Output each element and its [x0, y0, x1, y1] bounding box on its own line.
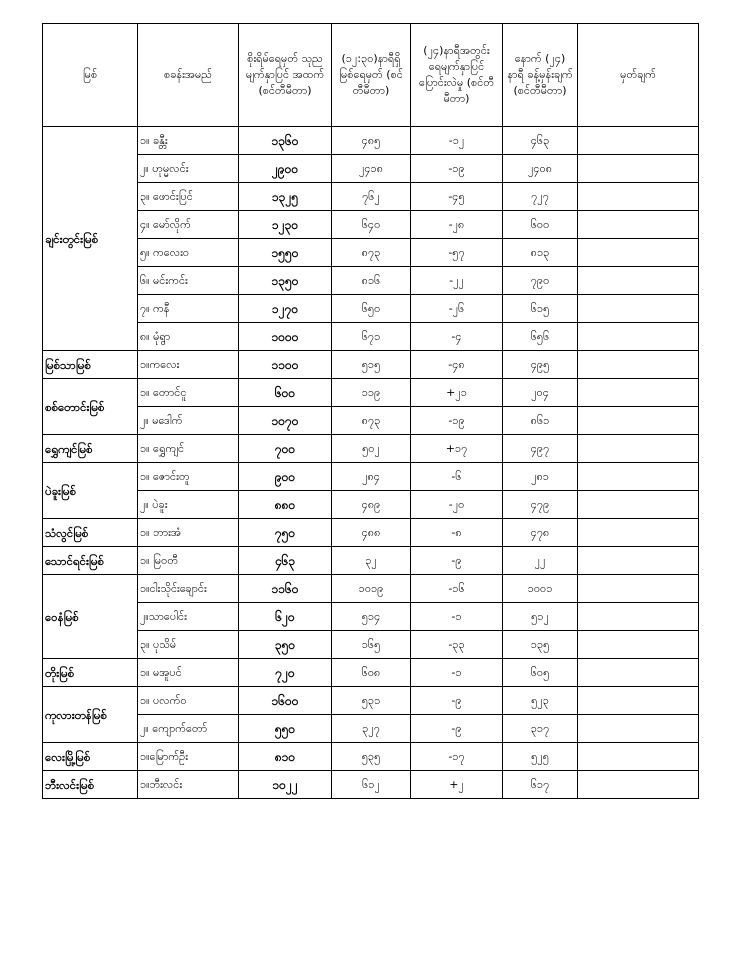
table-row [43, 211, 699, 239]
station-name: ၂။ ပဲခူး [138, 491, 239, 519]
station-name: ၂။ ကျောက်တော် [138, 715, 239, 743]
river-name: လေးမြို့မြစ် [43, 743, 138, 771]
header-remark: မှတ်ချက် [578, 24, 699, 127]
remark-cell [578, 771, 699, 799]
remark-cell [578, 239, 699, 267]
river-name: ဘီးလင်းမြစ် [43, 771, 138, 799]
table-row [43, 183, 699, 211]
observed-level: ၃၂၇ [332, 715, 411, 743]
table-row [43, 295, 699, 323]
remark-cell [578, 547, 699, 575]
table-row [43, 659, 699, 687]
forecast-level: ၄၆၃ [503, 127, 578, 155]
observed-level: ၈၇၃ [332, 239, 411, 267]
station-name: ၁။ ပလက်ဝ [138, 687, 239, 715]
table-row [43, 463, 699, 491]
danger-level: ၂၉၀၀ [239, 155, 332, 183]
forecast-level: ၂၈၁ [503, 463, 578, 491]
remark-cell [578, 575, 699, 603]
station-name: ၅။ ကလေးဝ [138, 239, 239, 267]
station-name: ၆။ မင်းကင်း [138, 267, 239, 295]
danger-level: ၉၀၀ [239, 463, 332, 491]
station-name: ၂။သာပေါင်း [138, 603, 239, 631]
level-change: -၁၉ [411, 155, 503, 183]
header-river: မြစ် [43, 24, 138, 127]
level-change: -၁၉ [411, 407, 503, 435]
table-row [43, 127, 699, 155]
table-row [43, 519, 699, 547]
danger-level: ၁၆၀၀ [239, 687, 332, 715]
remark-cell [578, 519, 699, 547]
forecast-level: ၆၅၆ [503, 323, 578, 351]
header-station: စခန်းအမည် [138, 24, 239, 127]
observed-level: ၈၇၃ [332, 407, 411, 435]
table-body [43, 127, 699, 799]
danger-level: ၁၃၆၀ [239, 127, 332, 155]
level-change: -၂၈ [411, 211, 503, 239]
danger-level: ၁၀၂၂ [239, 771, 332, 799]
table-row [43, 631, 699, 659]
observed-level: ၅၁၅ [332, 351, 411, 379]
forecast-level: ၁၃၅ [503, 631, 578, 659]
forecast-level: ၄၉၇ [503, 435, 578, 463]
forecast-level: ၃၁၇ [503, 715, 578, 743]
remark-cell [578, 659, 699, 687]
station-name: ၇။ ကနီ [138, 295, 239, 323]
observed-level: ၆၄၀ [332, 211, 411, 239]
observed-level: ၁၀၁၉ [332, 575, 411, 603]
forecast-level: ၅၂၃ [503, 687, 578, 715]
level-change: -၄၈ [411, 351, 503, 379]
observed-level: ၆၅၀ [332, 295, 411, 323]
station-name: ၁။ကလေး [138, 351, 239, 379]
observed-level: ၅၀၂ [332, 435, 411, 463]
remark-cell [578, 603, 699, 631]
level-change: -၉ [411, 547, 503, 575]
danger-level: ၈၁၀ [239, 743, 332, 771]
station-name: ၁။ မြဝတီ [138, 547, 239, 575]
remark-cell [578, 351, 699, 379]
river-name: မြစ်သာမြစ် [43, 351, 138, 379]
station-name: ၁။ဘီးလင်း [138, 771, 239, 799]
table-row [43, 603, 699, 631]
river-name: သောင်ရင်းမြစ် [43, 547, 138, 575]
forecast-level: ၄၇၈ [503, 519, 578, 547]
table-row [43, 351, 699, 379]
table-row [43, 547, 699, 575]
observed-level: ၇၆၂ [332, 183, 411, 211]
station-name: ၁။ ဇောင်းတူ [138, 463, 239, 491]
level-change: +၂၁ [411, 379, 503, 407]
header-danger-level: စိုးရိမ်ရေမှတ် သုညမျက်နှာပြင် အထက် (စင်တီမီတာ) [239, 24, 332, 127]
observed-level: ၆၁၂ [332, 771, 411, 799]
table-row [43, 155, 699, 183]
river-name: စစ်တောင်းမြစ် [43, 379, 138, 435]
table-row [43, 407, 699, 435]
level-change: -၈ [411, 519, 503, 547]
table-row [43, 743, 699, 771]
table-row [43, 323, 699, 351]
danger-level: ၆၂၀ [239, 603, 332, 631]
table-row [43, 575, 699, 603]
remark-cell [578, 379, 699, 407]
forecast-level: ၆၁၇ [503, 771, 578, 799]
station-name: ၁။ တောင်ငူ [138, 379, 239, 407]
river-name: ဝေနံမြစ် [43, 575, 138, 659]
station-name: ၁။ ရွှေကျင် [138, 435, 239, 463]
forecast-level: ၁၀၀၁ [503, 575, 578, 603]
remark-cell [578, 127, 699, 155]
danger-level: ၁၀၇၀ [239, 407, 332, 435]
observed-level: ၈၁၆ [332, 267, 411, 295]
station-name: ၂။ မဒေါက် [138, 407, 239, 435]
remark-cell [578, 687, 699, 715]
header-row [43, 24, 699, 127]
level-change: -၂၀ [411, 491, 503, 519]
danger-level: ၈၈၀ [239, 491, 332, 519]
river-name: သံလွင်မြစ် [43, 519, 138, 547]
observed-level: ၂၈၄ [332, 463, 411, 491]
forecast-level: ၆၀၅ [503, 659, 578, 687]
danger-level: ၆၀၀ [239, 379, 332, 407]
observed-level: ၅၃၁ [332, 687, 411, 715]
remark-cell [578, 407, 699, 435]
danger-level: ၁၀၀၀ [239, 323, 332, 351]
table-row [43, 267, 699, 295]
danger-level: ၁၅၅၀ [239, 239, 332, 267]
station-name: ၄။ မော်လိုက် [138, 211, 239, 239]
danger-level: ၁၃၂၅ [239, 183, 332, 211]
forecast-level: ၆၁၅ [503, 295, 578, 323]
danger-level: ၅၅၀ [239, 715, 332, 743]
remark-cell [578, 715, 699, 743]
river-name: တိုးမြစ် [43, 659, 138, 687]
level-change: -၁၆ [411, 575, 503, 603]
level-change: +၁၇ [411, 435, 503, 463]
level-change: -၃၃ [411, 631, 503, 659]
table-row [43, 379, 699, 407]
observed-level: ၆၀၈ [332, 659, 411, 687]
danger-level: ၁၁၆၀ [239, 575, 332, 603]
observed-level: ၄၈၈ [332, 519, 411, 547]
observed-level: ၄၈၉ [332, 491, 411, 519]
forecast-level: ၂၂ [503, 547, 578, 575]
forecast-level: ၄၉၅ [503, 351, 578, 379]
danger-level: ၁၃၅၀ [239, 267, 332, 295]
forecast-level: ၅၂၅ [503, 743, 578, 771]
observed-level: ၃၂ [332, 547, 411, 575]
station-name: ၁။ငါးသိုင်းချောင်း [138, 575, 239, 603]
level-change: -၄ [411, 323, 503, 351]
observed-level: ၆၇၁ [332, 323, 411, 351]
river-name: ပဲခူးမြစ် [43, 463, 138, 519]
observed-level: ၅၁၄ [332, 603, 411, 631]
remark-cell [578, 463, 699, 491]
remark-cell [578, 295, 699, 323]
remark-cell [578, 211, 699, 239]
remark-cell [578, 323, 699, 351]
danger-level: ၇၀၀ [239, 435, 332, 463]
danger-level: ၁၁၀၀ [239, 351, 332, 379]
station-name: ၂။ ဟုမ္မလင်း [138, 155, 239, 183]
level-change: -၅၇ [411, 239, 503, 267]
forecast-level: ၅၁၂ [503, 603, 578, 631]
level-change: -၁ [411, 659, 503, 687]
level-change: -၂၆ [411, 295, 503, 323]
danger-level: ၁၂၇၀ [239, 295, 332, 323]
observed-level: ၄၈၅ [332, 127, 411, 155]
level-change: -၁၇ [411, 743, 503, 771]
danger-level: ၄၆၃ [239, 547, 332, 575]
observed-level: ၅၃၅ [332, 743, 411, 771]
table-row [43, 239, 699, 267]
level-change: -၉ [411, 687, 503, 715]
table-row [43, 687, 699, 715]
forecast-level: ၂၄၀၈ [503, 155, 578, 183]
level-change: -၄၅ [411, 183, 503, 211]
danger-level: ၇၂၀ [239, 659, 332, 687]
level-change: -၆ [411, 463, 503, 491]
danger-level: ၇၅၀ [239, 519, 332, 547]
river-name: ရွှေကျင်မြစ် [43, 435, 138, 463]
station-name: ၃။ ဖောင်းပြင် [138, 183, 239, 211]
river-name: ကုလားတန်မြစ် [43, 687, 138, 743]
remark-cell [578, 267, 699, 295]
forecast-level: ၇၂၇ [503, 183, 578, 211]
station-name: ၁။ ဘားအံ [138, 519, 239, 547]
observed-level: ၂၄၁၈ [332, 155, 411, 183]
danger-level: ၃၅၀ [239, 631, 332, 659]
level-change: -၁၂ [411, 127, 503, 155]
table-row [43, 715, 699, 743]
remark-cell [578, 183, 699, 211]
header-observed-level: (၁၂:၃၀)နာရီရှိ မြစ်ရေမှတ် (စင်တီမီတာ) [332, 24, 411, 127]
header-forecast: နောက် (၂၄) နာရီ ခန့်မှန်းချက် (စင်တီမီတာ) [503, 24, 578, 127]
remark-cell [578, 631, 699, 659]
station-name: ၈။ မုံရွာ [138, 323, 239, 351]
forecast-level: ၈၆၁ [503, 407, 578, 435]
station-name: ၁။ ခန္တီး [138, 127, 239, 155]
level-change: -၁ [411, 603, 503, 631]
remark-cell [578, 435, 699, 463]
observed-level: ၁၁၉ [332, 379, 411, 407]
forecast-level: ၆၀၀ [503, 211, 578, 239]
station-name: ၃။ ပုသိမ် [138, 631, 239, 659]
station-name: ၁။ မအူပင် [138, 659, 239, 687]
station-name: ၁။မြောက်ဦး [138, 743, 239, 771]
forecast-level: ၈၁၃ [503, 239, 578, 267]
observed-level: ၁၆၅ [332, 631, 411, 659]
danger-level: ၁၂၃၀ [239, 211, 332, 239]
table-row [43, 771, 699, 799]
level-change: -၉ [411, 715, 503, 743]
header-24h-change: (၂၄)နာရီအတွင်း ရေမျက်နှာပြင် ပြောင်းလဲမှု (စင်တီမီတာ) [411, 24, 503, 127]
forecast-level: ၂၀၄ [503, 379, 578, 407]
forecast-level: ၄၇၉ [503, 491, 578, 519]
forecast-level: ၇၉၀ [503, 267, 578, 295]
remark-cell [578, 743, 699, 771]
river-water-level-table [42, 23, 699, 799]
table-row [43, 435, 699, 463]
remark-cell [578, 491, 699, 519]
remark-cell [578, 155, 699, 183]
level-change: -၂၂ [411, 267, 503, 295]
level-change: +၂ [411, 771, 503, 799]
table-row [43, 491, 699, 519]
river-name: ချင်းတွင်းမြစ် [43, 127, 138, 351]
